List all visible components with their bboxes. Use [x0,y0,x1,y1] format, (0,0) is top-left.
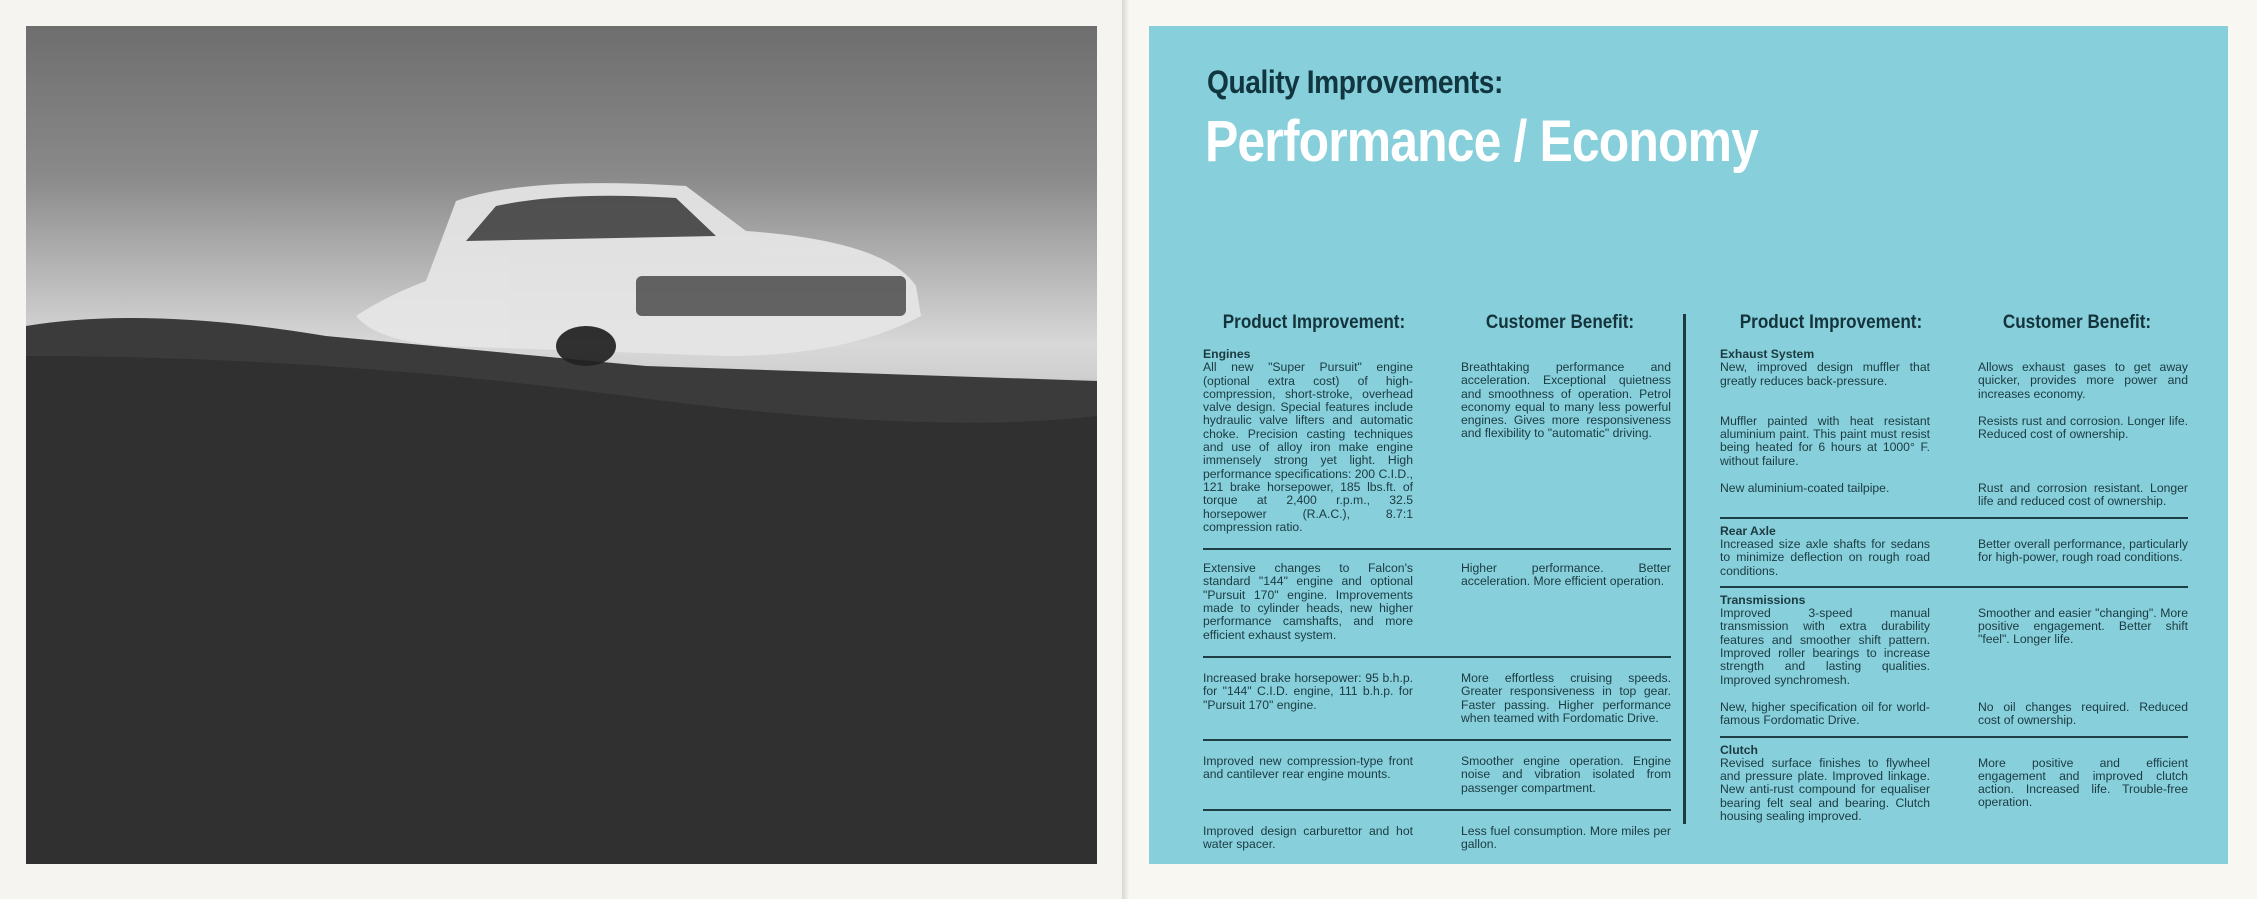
row-heading: Engines [1203,347,1251,361]
product-text: New aluminium-coated tailpipe. [1720,481,1890,496]
page-title: Performance / Economy [1205,109,1758,174]
table-row [1203,550,1671,658]
table-row [1720,738,2188,838]
product-text: Improved 3-speed manual transmission with extra durability features and smoother shift pattern. Improved roller bearings to increase strength and lasting qualities. Improved synchromesh. [1720,606,1930,687]
header-benefit: Customer Benefit: [1485,312,1635,333]
benefit-text: Smoother and easier "changing". More positive engagement. Better shift "feel". Longer life. [1978,605,2188,647]
row-heading: Clutch [1720,742,1758,757]
benefit-text: Less fuel consumption. More miles per gallon. [1461,824,1671,852]
product-text: Improved new compression-type front and cantilever rear engine mounts. [1203,754,1413,782]
benefit-text: Allows exhaust gases to get away quicker, provides more power and increases economy. [1978,360,2188,401]
benefit-text: More positive and efficient engagement and improved clutch action. Increased life. Trouble-free operation. [1978,755,2188,810]
left-table [1203,312,1671,866]
product-text: New, higher specification oil for world-famous Fordomatic Drive. [1720,699,1930,728]
right-page [1130,0,2257,899]
product-text: Increased size axle shafts for sedans to minimize deflection on rough road conditions. [1720,536,1930,578]
table-row [1720,701,2188,738]
benefit-text: Breathtaking performance and acceleration. Exceptional quietness and smoothness of operation. Petrol economy equal to many less powerful engines. Gives more responsiveness and flexibility to "automatic" driving. [1461,360,1671,441]
row-heading: Rear Axle [1720,523,1776,538]
benefit-text: Higher performance. Better acceleration. More efficient operation. [1461,561,1671,589]
product-text: Improved design carburettor and hot water spacer. [1203,824,1413,852]
section-eyebrow: Quality Improvements: [1207,64,1503,100]
column-divider [1683,314,1686,824]
product-text: Muffler painted with heat resistant aluminium paint. This paint must resist being heated for 6 hours at 1000° F. without failure. [1720,413,1930,468]
benefit-text: No oil changes required. Reduced cost of ownership. [1978,699,2188,728]
benefit-text: Resists rust and corrosion. Longer life. Reduced cost of ownership. [1978,413,2188,442]
benefit-text: Smoother engine operation. Engine noise and vibration isolated from passenger compartment. [1461,754,1671,795]
header-product: Product Improvement: [1739,312,1923,333]
row-heading: Exhaust System [1720,347,1815,361]
content-panel [1149,26,2228,864]
book-spine [1122,0,1130,899]
benefit-text: Better overall performance, particularly for high-power, rough road conditions. [1978,536,2188,564]
product-text: New, improved design muffler that greatly reduces back-pressure. [1720,360,1930,388]
table-row [1203,658,1671,741]
header-product: Product Improvement: [1222,312,1406,333]
table-row [1203,342,1671,550]
car-image [356,183,921,366]
right-table [1720,312,2188,837]
table-row [1203,811,1671,866]
car-on-grass-photo [26,26,1097,864]
table-row [1720,588,2188,701]
header-benefit: Customer Benefit: [2002,312,2152,333]
benefit-text: More effortless cruising speeds. Greater responsiveness in top gear. Faster passing. Higher performance when teamed with Fordomatic Drive. [1461,670,1671,725]
product-text: Extensive changes to Falcon's standard "144" engine and optional "Pursuit 170" engine. Improvements made to cylinder heads, new higher performance camshafts, and more efficient exhaust system. [1203,561,1413,642]
product-text: Increased brake horsepower: 95 b.h.p. for "144" C.I.D. engine, 111 b.h.p. for "Pursuit 170" engine. [1203,670,1413,712]
table-row [1720,415,2188,482]
table-row [1720,519,2188,588]
product-text: Revised surface finishes to flywheel and pressure plate. Improved linkage. New anti-rust compound for equaliser bearing felt seal and bearing. Clutch housing sealing improved. [1720,755,1930,824]
product-text: All new "Super Pursuit" engine (optional extra cost) of high-compression, short-stroke, overhead valve design. Special features include hydraulic valve lifters and automatic choke. Precision casting techniques and use of alloy iron make engine immensely strong yet light. High performance specifications: 200 C.I.D., 121 brake horsepower, 185 lbs.ft. of torque at 2,400 r.p.m., 32.5 horsepower (R.A.C.), 8.7:1 compression ratio. [1203,360,1413,534]
benefit-text: Rust and corrosion resistant. Longer life and reduced cost of ownership. [1978,481,2188,509]
row-heading: Transmissions [1720,592,1806,607]
table-row [1203,741,1671,811]
table-row [1720,342,2188,415]
table-row [1720,482,2188,519]
left-page [0,0,1122,899]
